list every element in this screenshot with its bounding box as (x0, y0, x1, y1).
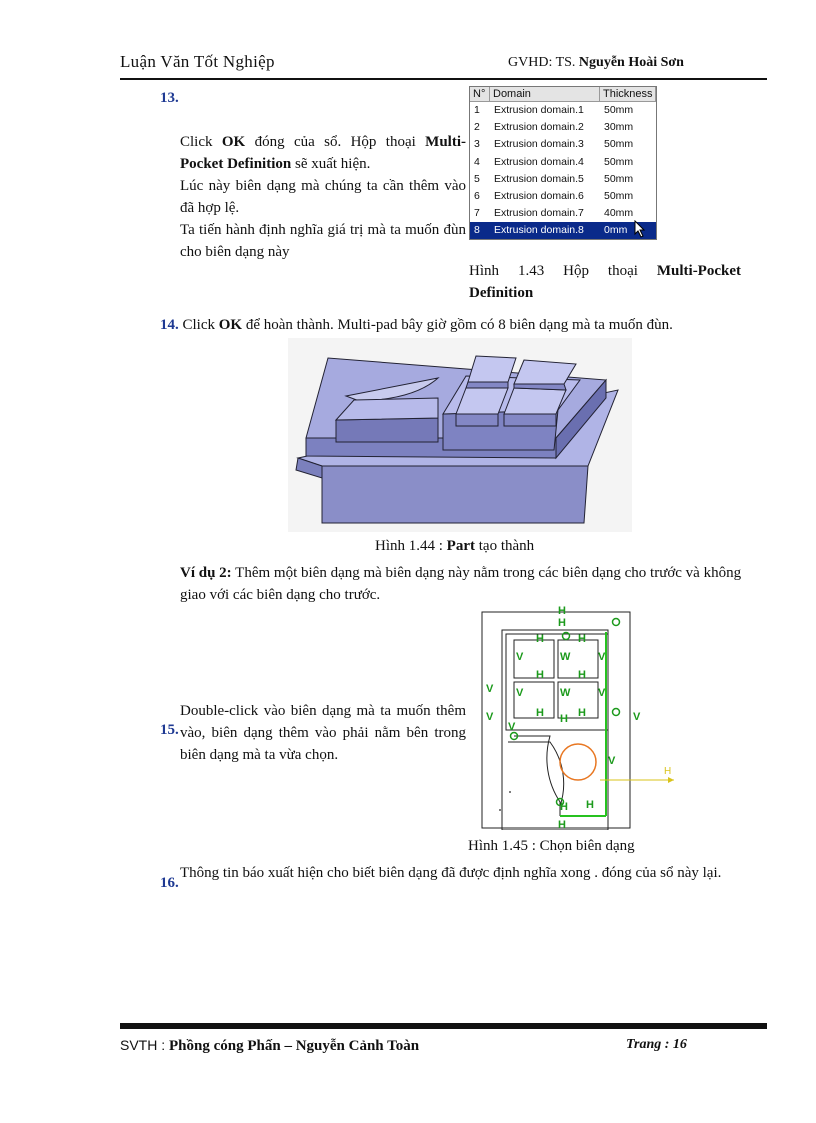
row-number: 7 (474, 207, 480, 220)
header-supervisor-prefix: GVHD: TS. (508, 55, 579, 70)
row-domain: Extrusion domain.2 (494, 121, 584, 134)
footer-rule (120, 1023, 767, 1029)
row-number: 8 (474, 224, 480, 237)
svg-text:W: W (560, 651, 571, 663)
header-supervisor (508, 55, 684, 71)
step-14 (160, 314, 673, 336)
figure-1-45-caption: Hình 1.45 : Chọn biên dạng (468, 838, 635, 854)
dialog-col-number[interactable]: N° (470, 87, 490, 101)
step-13-text (180, 131, 466, 263)
step-13-para3: Ta tiến hành định nghĩa giá trị mà ta muốn đùn cho biên dạng này (180, 222, 466, 260)
header-supervisor-name: Nguyễn Hoài Sơn (578, 55, 684, 70)
svg-text:H: H (664, 766, 672, 777)
step-15-number: 15. (160, 722, 179, 738)
svg-text:V: V (516, 687, 524, 699)
step-16-text: Thông tin báo xuất hiện cho biết biên dạng đã được định nghĩa xong . đóng của sổ này lại. (180, 865, 722, 881)
svg-text:H: H (558, 605, 566, 617)
row-thickness: 50mm (604, 138, 634, 151)
footer-page-number: Trang : 16 (626, 1037, 687, 1052)
fig144-pre: Hình 1.44 : (375, 538, 447, 554)
table-row[interactable] (470, 154, 656, 171)
row-thickness: 30mm (604, 121, 634, 134)
figure-1-43-caption-line1 (469, 263, 741, 280)
table-row[interactable] (470, 205, 656, 222)
fig143-bold1: Multi-Pocket (656, 263, 741, 279)
multi-pocket-dialog (469, 86, 657, 240)
svg-text:H: H (586, 799, 594, 811)
svg-text:H: H (578, 707, 586, 719)
step-14-ok: OK (218, 317, 243, 333)
row-domain: Extrusion domain.1 (494, 104, 584, 116)
step-14-pre: Click (182, 317, 219, 333)
row-domain: Extrusion domain.5 (494, 172, 584, 185)
svg-text:H: H (578, 633, 586, 645)
row-number: 2 (474, 121, 480, 134)
step-13-ok: OK (221, 134, 246, 150)
row-number: 6 (474, 189, 480, 202)
row-thickness: 50mm (604, 172, 634, 185)
svg-text:V: V (516, 651, 524, 663)
row-thickness: 0mm (604, 224, 628, 237)
step-13-number: 13. (160, 90, 179, 106)
svg-text:H: H (578, 669, 586, 681)
row-thickness: 50mm (604, 104, 634, 116)
table-row[interactable] (470, 188, 656, 205)
svg-text:V: V (508, 721, 516, 733)
dialog-col-thickness[interactable]: Thickness (600, 87, 656, 101)
table-row[interactable] (470, 136, 656, 153)
step-16-number: 16. (160, 875, 179, 891)
dialog-header-row (470, 87, 656, 102)
part-3d-figure (288, 338, 632, 532)
dialog-col-domain[interactable]: Domain (490, 87, 600, 101)
step-13-multi: Multi- (425, 134, 466, 150)
header-rule (120, 78, 767, 80)
fig144-bold: Part (446, 538, 475, 554)
svg-text:H: H (558, 617, 566, 629)
table-row-selected[interactable] (470, 222, 656, 239)
step-13-click: Click (180, 134, 222, 150)
step-14-number: 14. (160, 317, 179, 333)
row-thickness: 40mm (604, 207, 634, 220)
svg-text:H: H (558, 819, 566, 830)
svg-text:H: H (560, 713, 568, 725)
table-row[interactable] (470, 102, 656, 119)
svg-text:V: V (633, 711, 641, 723)
svg-text:V: V (598, 687, 606, 699)
header-title: Luận Văn Tốt Nghiệp (120, 52, 275, 71)
footer-students (120, 1037, 419, 1055)
svg-text:H: H (536, 633, 544, 645)
svg-text:W: W (560, 687, 571, 699)
example-2-body: Thêm một biên dạng mà biên dạng này nằm trong các biên dạng cho trước và không giao với các biên dạng cho trước. (180, 565, 742, 603)
svg-text:V: V (486, 711, 494, 723)
step-13-close: đóng của sổ. Hộp thoại (245, 134, 426, 150)
figure-1-44-caption (375, 538, 534, 555)
footer-prefix: SVTH : (120, 1037, 170, 1053)
row-domain: Extrusion domain.7 (494, 207, 584, 220)
table-row[interactable] (470, 119, 656, 136)
svg-text:H: H (536, 669, 544, 681)
fig143-pre: Hình 1.43 Hộp thoại (469, 263, 657, 279)
svg-text:H: H (536, 707, 544, 719)
step-13-para2: Lúc này biên dạng mà chúng ta cần thêm vào đã hợp lệ. (180, 178, 466, 216)
row-domain: Extrusion domain.8 (494, 224, 584, 237)
svg-text:V: V (608, 755, 616, 767)
row-domain: Extrusion domain.3 (494, 138, 584, 151)
row-thickness: 50mm (604, 155, 634, 168)
example-2-label: Ví dụ 2: (180, 565, 232, 581)
step-13-appear: sẽ xuất hiện. (291, 156, 371, 172)
row-thickness: 50mm (604, 189, 634, 202)
footer-names: Phồng cóng Phấn – Nguyễn Cảnh Toàn (169, 1038, 420, 1054)
row-domain: Extrusion domain.6 (494, 189, 584, 202)
svg-text:V: V (486, 683, 494, 695)
row-number: 3 (474, 138, 480, 151)
row-number: 5 (474, 172, 480, 185)
row-domain: Extrusion domain.4 (494, 155, 584, 168)
step-15-text: Double-click vào biên dạng mà ta muốn thêm vào, biên dạng thêm vào phải nằm bên trong biên dạng mà ta vừa chọn. (180, 703, 466, 763)
table-row[interactable] (470, 171, 656, 188)
fig144-post: tạo thành (475, 538, 535, 554)
sketch-figure (478, 602, 678, 830)
step-14-post: để hoàn thành. Multi-pad bây giờ gồm có 8 biên dạng mà ta muốn đùn. (242, 317, 673, 333)
example-2-text (180, 562, 745, 606)
svg-text:V: V (598, 651, 606, 663)
step-13-pocket-def: Pocket Definition (180, 156, 292, 172)
row-number: 4 (474, 155, 480, 168)
fig143-bold2: Definition (469, 285, 534, 301)
svg-text:H: H (560, 801, 568, 813)
mouse-cursor-icon (634, 220, 648, 238)
row-number: 1 (474, 104, 480, 116)
figure-1-43-caption-line2 (469, 285, 533, 302)
